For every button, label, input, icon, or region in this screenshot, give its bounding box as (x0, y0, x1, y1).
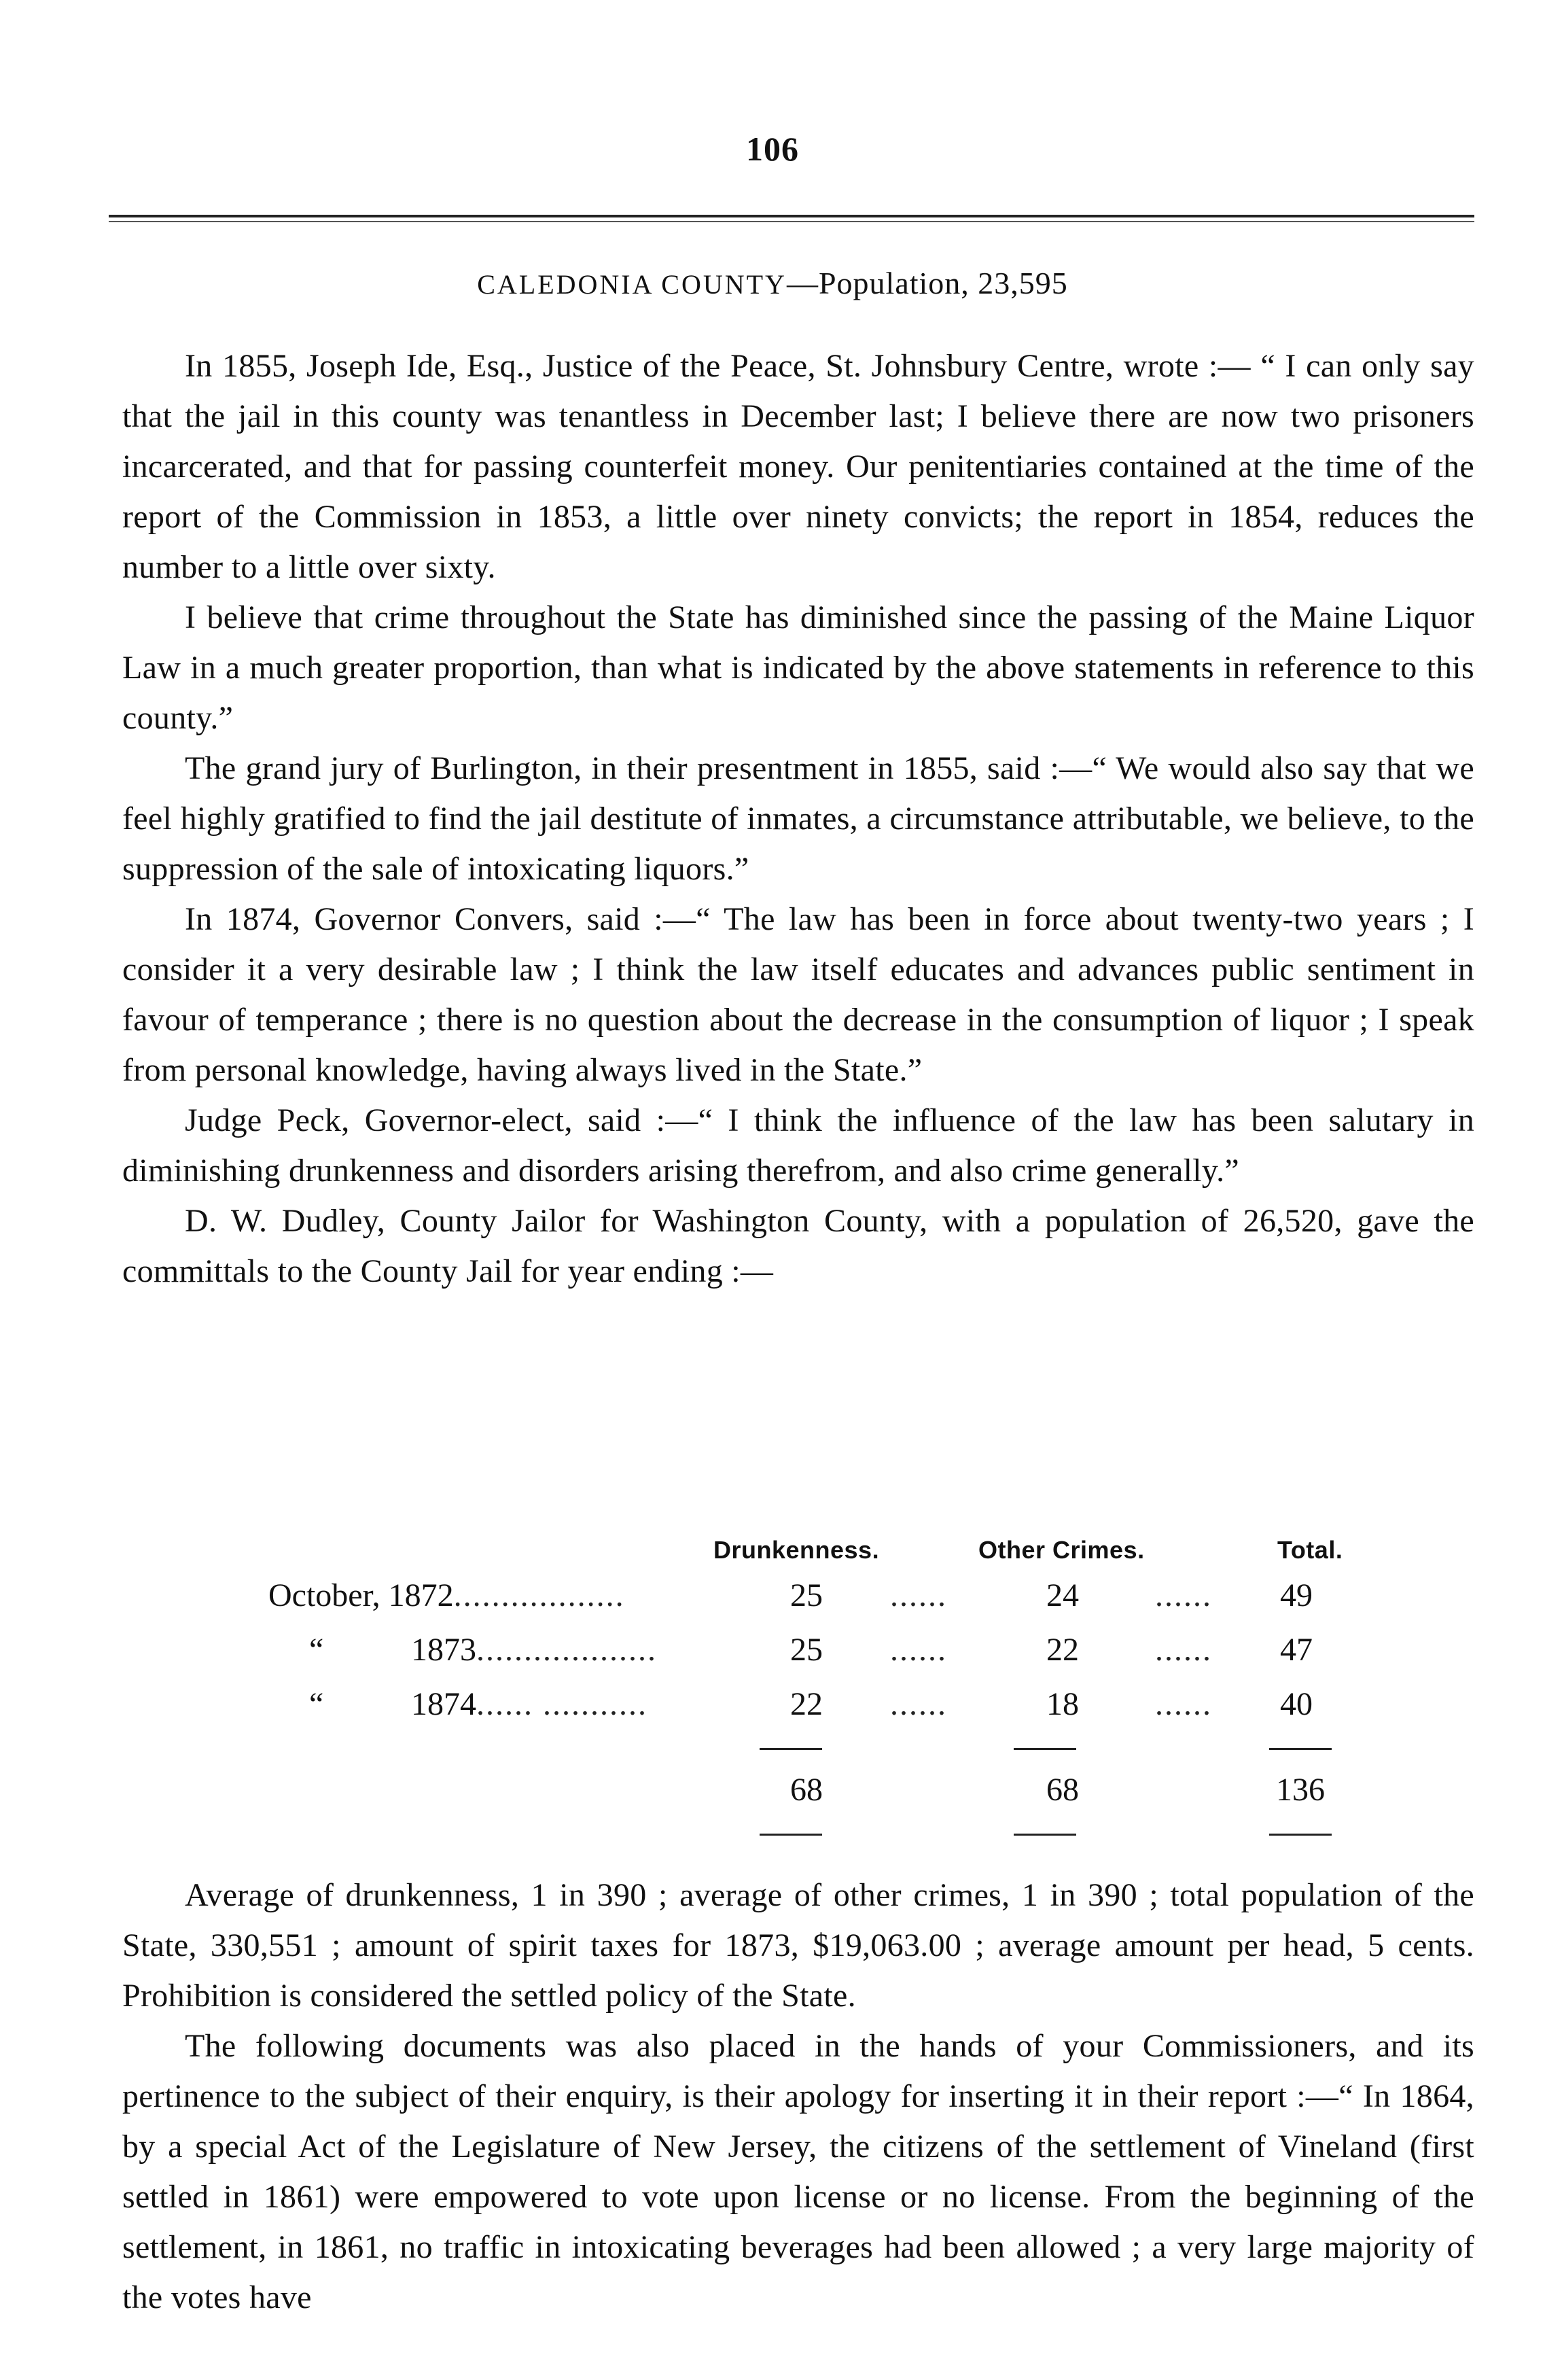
leader-dots: ...... (1155, 1686, 1212, 1722)
sum-rule (760, 1748, 822, 1750)
cell-drunkenness: 25 (790, 1632, 823, 1668)
paragraph: Judge Peck, Governor-elect, said :—“ I think the influence of the law has been salutary in diminishing drunkenness and disorders arising therefrom, and also crime generally.” (122, 1102, 1474, 1189)
body-text-bottom (122, 1870, 1474, 2323)
section-heading-county: CALEDONIA COUNTY (477, 269, 787, 300)
table-row (0, 1685, 1545, 1737)
paragraph: D. W. Dudley, County Jailor for Washington County, with a population of 26,520, gave the committals to the County Jail for year ending :— (122, 1203, 1474, 1289)
total-other-crimes: 68 (1046, 1772, 1079, 1808)
sum-rule (1014, 1834, 1076, 1836)
total-drunkenness: 68 (790, 1772, 823, 1808)
cell-other-crimes: 22 (1046, 1632, 1079, 1668)
leader-dots: ...... (1155, 1632, 1212, 1668)
row-label: October, 1872.................. (268, 1577, 625, 1613)
paragraph: The following documents was also placed in the hands of your Commissioners, and its pertinence to the subject of their enquiry, is their apology for inserting it in their report :—“ In 1864, by a special Act of the Legislature of New Jersey, the citizens of the settlement of Vineland (first settled in 1861) were empowered to vote upon license or no license. From the beginning of the settlement, in 1861, no traffic in intoxicating beverages had been allowed ; a very large majority of the votes have (122, 2028, 1474, 2315)
cell-total: 40 (1280, 1686, 1313, 1722)
header-rule (109, 215, 1474, 226)
paragraph: In 1874, Governor Convers, said :—“ The law has been in force about twenty-two years ; I consider it a very desirable law ; I think the law itself educates and advances public sentiment in favour of temperance ; there is no question about the decrease in the consumption of liquor ; I speak from personal knowledge, having always lived in the State.” (122, 901, 1474, 1088)
cell-other-crimes: 18 (1046, 1686, 1079, 1722)
row-label: 1873................... (411, 1632, 657, 1668)
cell-drunkenness: 22 (790, 1686, 823, 1722)
leader-dots: ...... (890, 1577, 947, 1613)
column-header-drunkenness: Drunkenness. (713, 1536, 880, 1564)
paragraph: Average of drunkenness, 1 in 390 ; average of other crimes, 1 in 390 ; total population of the State, 330,551 ; amount of spirit taxes for 1873, $19,063.00 ; average amount per head, 5 cents. Prohibition is considered the settled policy of the State. (122, 1877, 1474, 2014)
paragraph: I believe that crime throughout the State has diminished since the passing of the Maine Liquor Law in a much greater proportion, than what is indicated by the above statements in reference to this county.” (122, 599, 1474, 736)
table-totals-row (0, 1771, 1545, 1823)
table-row (0, 1631, 1545, 1683)
grand-total: 136 (1276, 1772, 1325, 1808)
sum-rule (760, 1834, 822, 1836)
ditto-mark: “ (309, 1632, 324, 1668)
sum-rule (1269, 1834, 1332, 1836)
column-header-total: Total. (1277, 1536, 1343, 1564)
cell-other-crimes: 24 (1046, 1577, 1079, 1613)
page-number: 106 (746, 130, 799, 168)
table-row (0, 1577, 1545, 1628)
sum-rule (1014, 1748, 1076, 1750)
sum-rule (1269, 1748, 1332, 1750)
section-heading (0, 265, 1545, 301)
section-heading-population: —Population, 23,595 (786, 266, 1068, 300)
committals-table (0, 1522, 1545, 1849)
leader-dots: ...... (890, 1686, 947, 1722)
body-text-top (122, 341, 1474, 1297)
leader-dots: ...... (1155, 1577, 1212, 1613)
column-header-other-crimes: Other Crimes. (978, 1536, 1145, 1564)
paragraph: In 1855, Joseph Ide, Esq., Justice of the Peace, St. Johnsbury Centre, wrote :— “ I can only say that the jail in this county was tenantless in December last; I believe there are now two prisoners incarcerated, and that for passing counterfeit money. Our penitentiaries contained at the time of the report of the Commission in 1853, a little over ninety convicts; the report in 1854, reduces the number to a little over sixty. (122, 348, 1474, 585)
ditto-mark: “ (309, 1686, 324, 1722)
cell-total: 47 (1280, 1632, 1313, 1668)
cell-drunkenness: 25 (790, 1577, 823, 1613)
leader-dots: ...... (890, 1632, 947, 1668)
row-label: 1874...... ........... (411, 1686, 647, 1722)
cell-total: 49 (1280, 1577, 1313, 1613)
paragraph: The grand jury of Burlington, in their presentment in 1855, said :—“ We would also say that we feel highly gratified to find the jail destitute of inmates, a circumstance attributable, we believe, to the suppression of the sale of intoxicating liquors.” (122, 750, 1474, 887)
